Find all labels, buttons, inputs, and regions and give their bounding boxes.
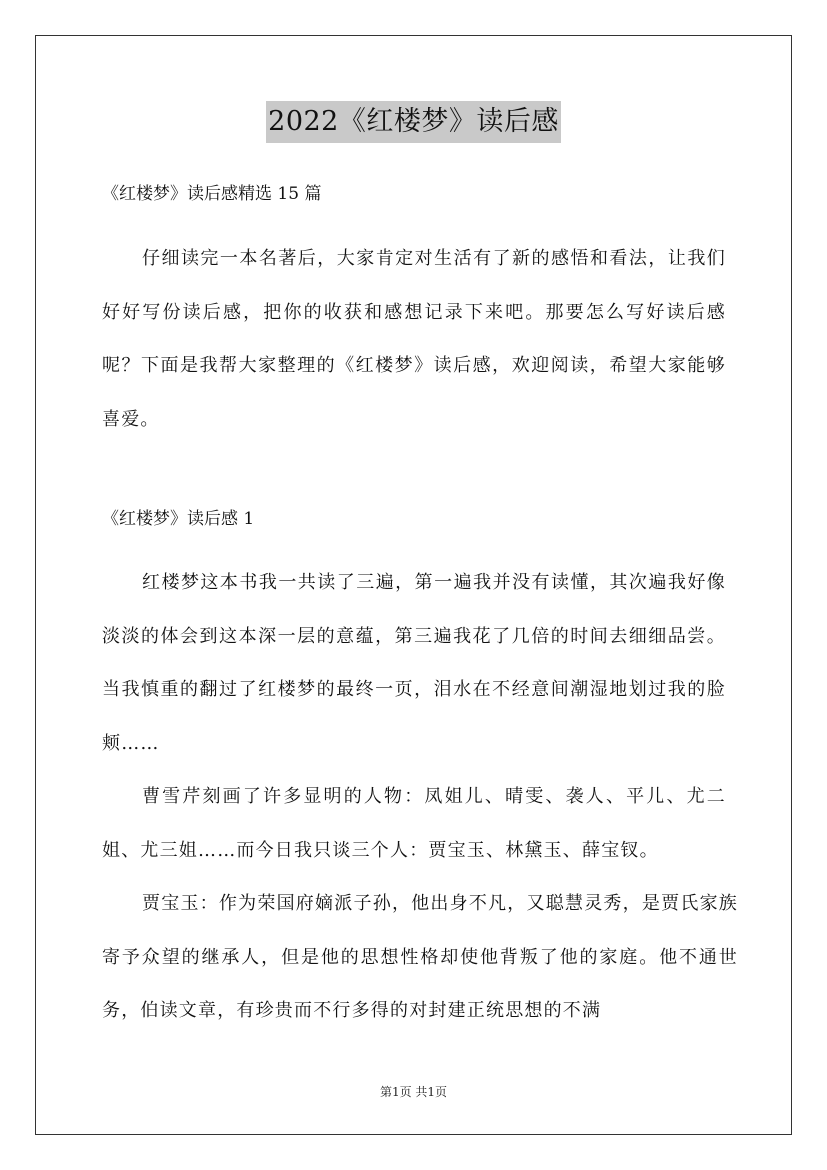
document-subtitle: 《红楼梦》读后感精选 15 篇 — [102, 184, 322, 204]
body-paragraph-2: 曹雪芹刻画了许多显明的人物：凤姐儿、晴雯、袭人、平儿、尤二姐、尤三姐……而今日我只谈三个人：贾宝玉、林黛玉、薛宝钗。 — [102, 786, 726, 861]
body-paragraph-1: 红楼梦这本书我一共读了三遍，第一遍我并没有读懂，其次遍我好像淡淡的体会到这本深一层的意蕴，第三遍我花了几倍的时间去细细品尝。当我慎重的翻过了红楼梦的最终一页，泪水在不经意间潮湿地划过我的脸颊…… — [102, 572, 726, 754]
document-title-text: 2022《红楼梦》读后感 — [266, 101, 561, 143]
intro-paragraph: 仔细读完一本名著后，大家肯定对生活有了新的感悟和看法，让我们好好写份读后感，把你的收获和感想记录下来吧。那要怎么写好读后感呢？下面是我帮大家整理的《红楼梦》读后感，欢迎阅读，希望大家能够喜爱。 — [102, 248, 726, 430]
document-title — [0, 100, 827, 143]
page-footer: 第1页 共1页 — [379, 1085, 448, 1099]
section-heading: 《红楼梦》读后感 1 — [102, 509, 255, 529]
body-paragraph-3: 贾宝玉：作为荣国府嫡派子孙，他出身不凡，又聪慧灵秀，是贾氏家族寄予众望的继承人，但是他的思想性格却使他背叛了他的家庭。他不通世务，伯读文章，有珍贵而不行多得的对封建正统思想的不满 — [102, 893, 738, 1021]
